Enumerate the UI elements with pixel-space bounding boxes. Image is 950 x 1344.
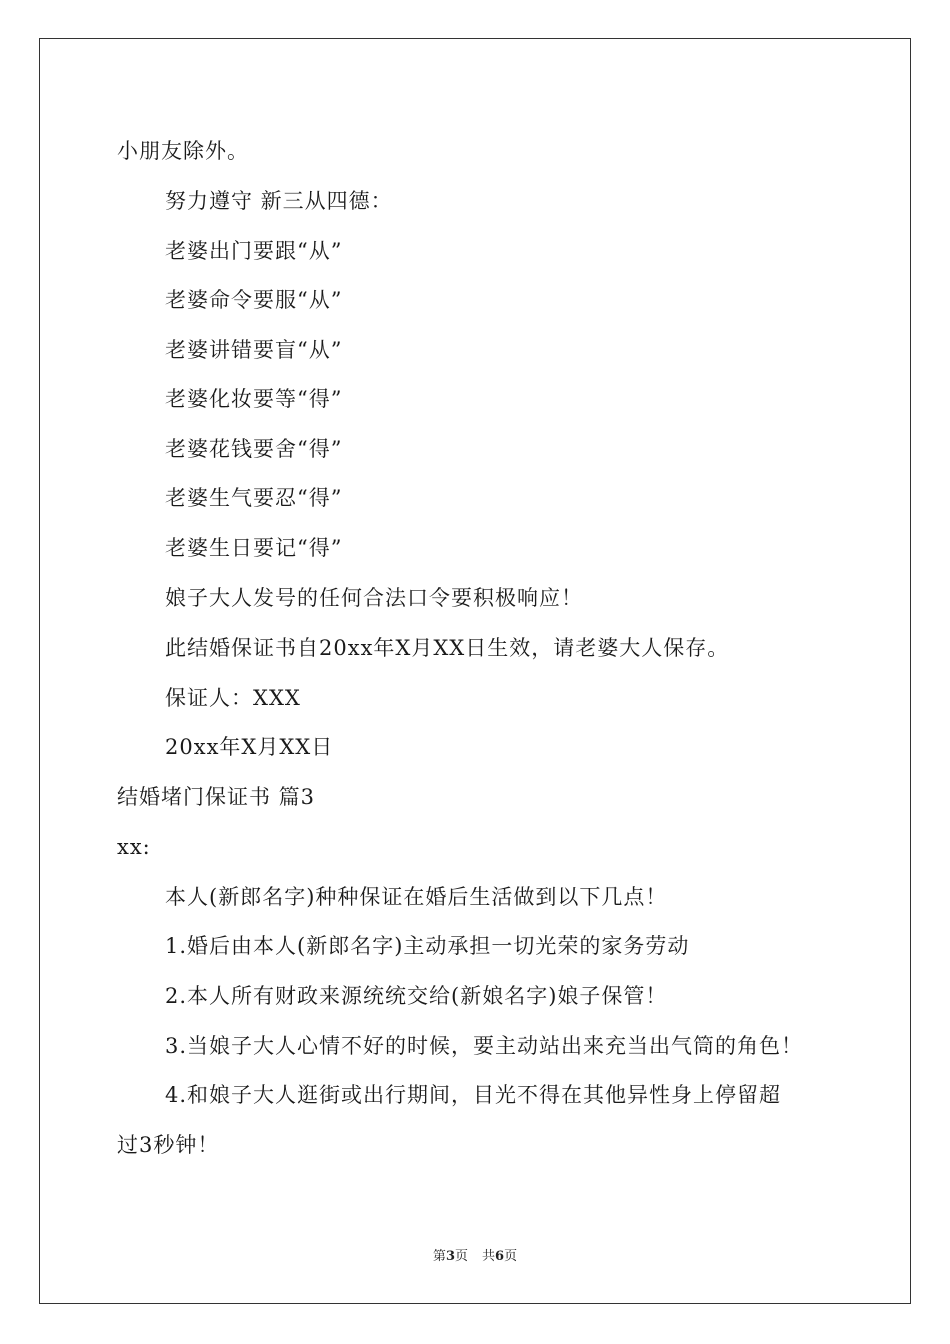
date-line: 20xx年X月XX日 [165,735,334,759]
list-item: 2.本人所有财政来源统统交给(新娘名字)娘子保管！ [165,984,668,1008]
text-line: 本人(新郎名字)种种保证在婚后生活做到以下几点！ [165,885,668,909]
text-line: 老婆出门要跟“从” [165,239,343,263]
list-item: 4.和娘子大人逛街或出行期间，目光不得在其他异性身上停留超 [165,1083,782,1107]
list-item-continuation: 过3秒钟！ [117,1133,220,1157]
page-number: 3 [445,1249,455,1264]
page-suffix: 页 [454,1249,468,1264]
page-prefix: 第 [432,1249,446,1264]
salutation: xx: [117,835,151,859]
text-line: 老婆讲错要盲“从” [165,338,343,362]
text-line: 老婆生日要记“得” [165,536,343,560]
text-line: 老婆命令要服“从” [165,288,343,312]
total-suffix: 页 [504,1249,518,1264]
signer-line: 保证人：XXX [165,686,301,710]
text-line: 努力遵守 新三从四德： [165,189,393,213]
text-line: 娘子大人发号的任何合法口令要积极响应！ [165,586,583,610]
total-prefix: 共 [482,1249,496,1264]
text-line: 小朋友除外。 [117,139,249,163]
text-line: 老婆生气要忍“得” [165,486,343,510]
text-line: 老婆花钱要舍“得” [165,437,343,461]
list-item: 1.婚后由本人(新郎名字)主动承担一切光荣的家务劳动 [165,934,690,958]
list-item: 3.当娘子大人心情不好的时候，要主动站出来充当出气筒的角色！ [165,1034,804,1058]
text-line: 此结婚保证书自20xx年X月XX日生效，请老婆大人保存。 [165,636,730,660]
page-border [39,38,911,1304]
text-line: 老婆化妆要等“得” [165,387,343,411]
section-title: 结婚堵门保证书 篇3 [117,785,316,809]
page-footer [0,1248,950,1266]
total-pages: 6 [495,1249,505,1264]
